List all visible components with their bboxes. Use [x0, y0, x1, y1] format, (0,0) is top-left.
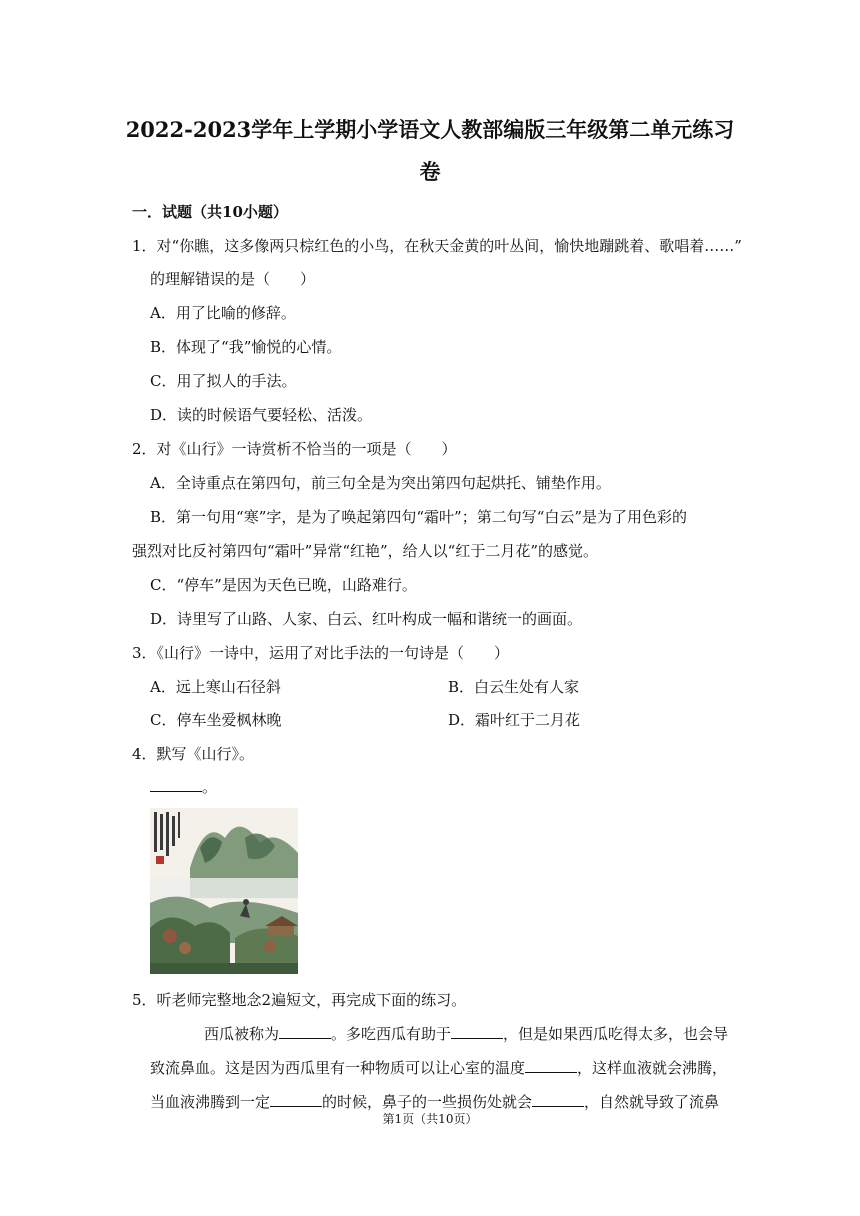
question-3-stem: 3．《山行》一诗中，运用了对比手法的一句诗是（ ）: [132, 644, 510, 662]
passage-text: ，自然就导致了流鼻: [584, 1093, 720, 1111]
question-1-option-a: A．用了比喻的修辞。: [150, 304, 296, 322]
landscape-painting-icon: [150, 808, 298, 974]
answer-blank[interactable]: [150, 777, 202, 792]
question-4-answer-line: [150, 776, 217, 798]
document-title: 2022-2023学年上学期小学语文人教部编版三年级第二单元练习: [125, 117, 735, 142]
question-5-passage-line-2: [150, 1057, 727, 1079]
answer-blank[interactable]: [451, 1024, 503, 1039]
question-1-stem: 1．对“你瞧，这多像两只棕红色的小鸟，在秋天金黄的叶丛间，愉快地蹦跳着、歌唱着……”: [132, 237, 742, 255]
answer-period: 。: [202, 778, 218, 796]
section-heading: 一．试题（共10小题）: [132, 203, 288, 221]
question-1-option-b: B．体现了“我”愉悦的心情。: [150, 338, 342, 356]
page-number-footer: 第1页（共10页）: [382, 1112, 478, 1126]
question-3-option-a: A．远上寒山石径斜: [150, 678, 281, 696]
question-2-option-b-continued: 强烈对比反衬第四句“霜叶”异常“红艳”，给人以“红于二月花”的感觉。: [132, 542, 599, 560]
question-4-stem: 4．默写《山行》。: [132, 745, 255, 763]
passage-text: 西瓜被称为: [204, 1025, 280, 1043]
question-1-option-c: C．用了拟人的手法。: [150, 372, 297, 390]
question-3-option-c: C．停车坐爱枫林晚: [150, 711, 282, 729]
answer-blank[interactable]: [279, 1024, 331, 1039]
passage-text: 。多吃西瓜有助于: [331, 1025, 452, 1043]
question-1-option-d: D．读的时候语气要轻松、活泼。: [150, 406, 373, 424]
passage-text: 致流鼻血。这是因为西瓜里有一种物质可以让心室的温度: [150, 1059, 526, 1077]
question-5-passage-line-1: [204, 1023, 728, 1045]
question-2-option-a: A．全诗重点在第四句，前三句全是为突出第四句起烘托、铺垫作用。: [150, 474, 611, 492]
question-2-option-b: B．第一句用“寒”字，是为了唤起第四句“霜叶”；第二句写“白云”是为了用色彩的: [150, 508, 688, 526]
question-3-option-d: D．霜叶红于二月花: [448, 711, 581, 729]
passage-text: ，这样血液就会沸腾，: [577, 1059, 728, 1077]
passage-text: 的时候，鼻子的一些损伤处就会: [322, 1093, 533, 1111]
question-5-stem: 5．听老师完整地念2遍短文，再完成下面的练习。: [132, 991, 467, 1009]
answer-blank[interactable]: [532, 1092, 584, 1107]
answer-blank[interactable]: [270, 1092, 322, 1107]
question-1-stem-continued: 的理解错误的是（ ）: [150, 270, 316, 288]
document-title-continued: 卷: [419, 159, 441, 184]
passage-text: ，但是如果西瓜吃得太多，也会导: [503, 1025, 729, 1043]
question-2-option-c: C．“停车”是因为天色已晚，山路难行。: [150, 576, 417, 594]
question-2-stem: 2．对《山行》一诗赏析不恰当的一项是（ ）: [132, 440, 457, 458]
landscape-painting-image: [150, 808, 298, 974]
question-3-option-b: B．白云生处有人家: [448, 678, 580, 696]
answer-blank[interactable]: [525, 1058, 577, 1073]
question-2-option-d: D．诗里写了山路、人家、白云、红叶构成一幅和谐统一的画面。: [150, 610, 583, 628]
passage-text: 当血液沸腾到一定: [150, 1093, 271, 1111]
